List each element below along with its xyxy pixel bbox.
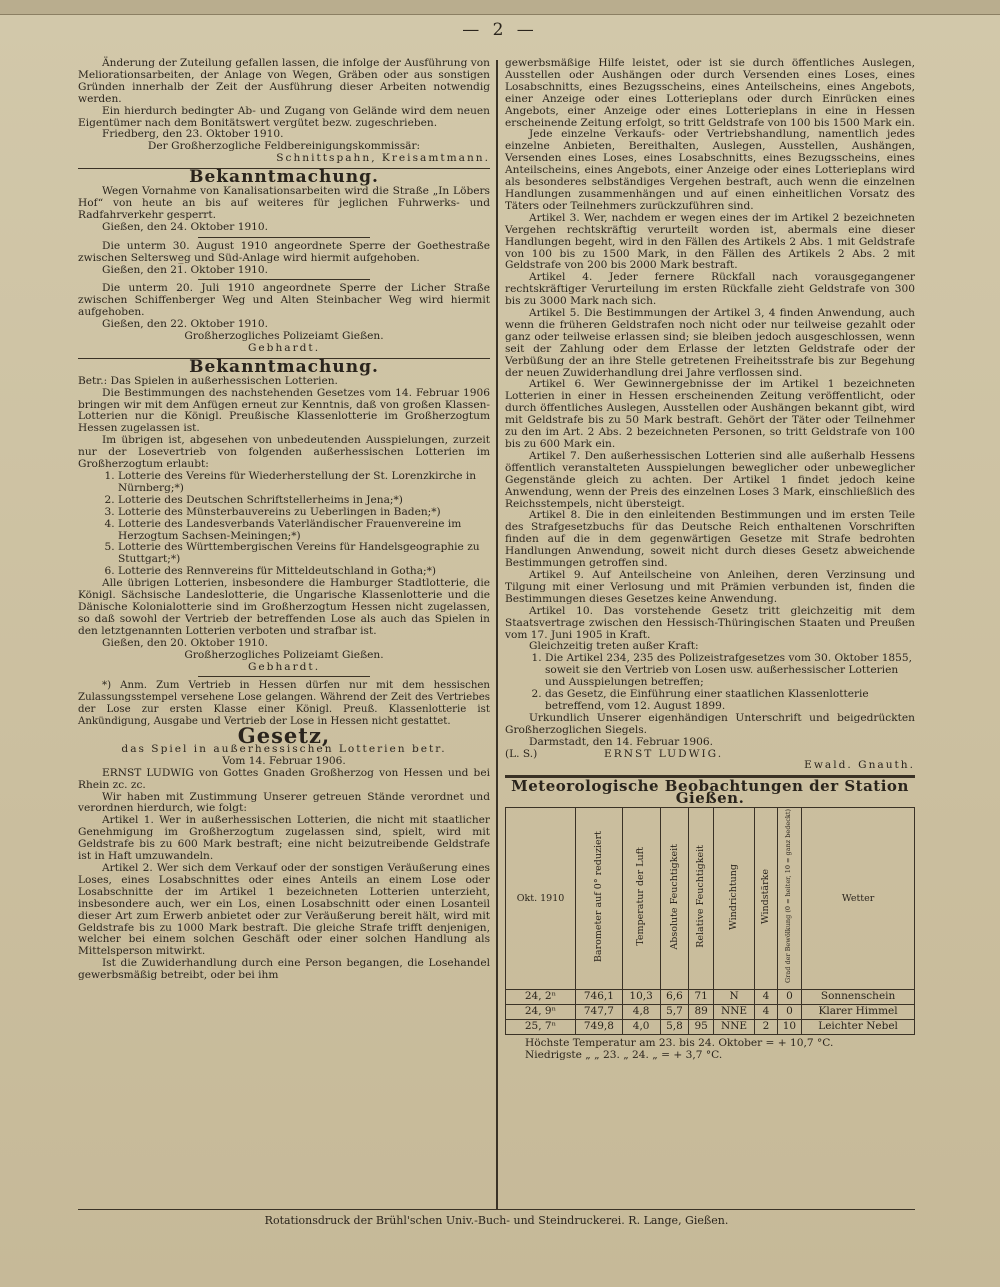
article-7: Artikel 7. Den außerhessischen Lotterien sind alle außerhalb Hessens öffentlich veranstalteten Ausspielungen beweglicher oder unbeweglicher Gegenstände gleich zu achten. Der Artikel 1 findet jedoch keine Anwendung, wenn der Preis des einzelnen Loses 3 Mark, einschließlich des Reichsstempels, nicht übersteigt. xyxy=(505,449,915,510)
page-number: — 2 — xyxy=(462,20,538,40)
table-cell: 25, 7ⁿ xyxy=(506,1019,576,1034)
weather-table-title: Meteorologische Beobachtungen der Station Gießen. xyxy=(511,777,909,808)
table-cell: 749,8 xyxy=(576,1019,623,1034)
table-cell: 89 xyxy=(689,1004,713,1019)
list-item: 6. Lotterie des Rennvereins für Mitteldeutschland in Gotha;*) xyxy=(118,566,490,578)
column-header: Grad der Bewölkung (0 = heiter, 10 = ganz bedeckt) xyxy=(777,808,801,990)
table-row xyxy=(506,990,915,1005)
notice-3-signature-2: Gebhardt. xyxy=(247,341,321,354)
article-1: Artikel 1. Wer in außerhessischen Lotterien, die nicht mit staatlicher Genehmigung im Großherzogtum zugelassen sind, spielt, wird mit Geldstrafe bis zu 600 Mark bestraft; eine nicht beizutreibende Geldstrafe ist in Haft umzuwandeln. xyxy=(78,814,490,863)
column-header: Windrichtung xyxy=(713,808,754,990)
table-cell: Klarer Himmel xyxy=(802,1004,915,1019)
notice-4-signature-2: Gebhardt. xyxy=(247,660,321,673)
min-temperature: Niedrigste „ „ 23. „ 24. „ = + 3,7 °C. xyxy=(525,1048,723,1061)
law-sovereign: ERNST LUDWIG von Gottes Gnaden Großherzog von Hessen und bei Rhein zc. zc. xyxy=(78,766,490,791)
table-cell: 4 xyxy=(755,1004,778,1019)
notice-4-betr: Betr.: Das Spielen in außerhessischen Lotterien. xyxy=(78,374,338,387)
notice-3-signature-1: Großherzogliches Polizeiamt Gießen. xyxy=(184,330,384,343)
intro-signature-1: Der Großherzogliche Feldbereinigungskommissär: xyxy=(147,140,421,153)
law-preamble: Wir haben mit Zustimmung Unserer getreuen Stände verordnet und verordnen hierdurch, wie folgt: xyxy=(78,790,490,815)
list-item: 1. Die Artikel 234, 235 des Polizeistrafgesetzes vom 30. Oktober 1855, soweit sie den Vertrieb von Losen usw. außerhessischer Lotterien und Ausspielungen betreffen; xyxy=(545,653,915,689)
separator xyxy=(198,279,370,280)
law-title: Gesetz, xyxy=(237,723,331,749)
column-header: Barometer auf 0° reduziert xyxy=(576,808,623,990)
notice-4-signature-1: Großherzogliches Polizeiamt Gießen. xyxy=(184,648,384,661)
certification: Urkundlich Unserer eigenhändigen Unterschrift und beigedrückten Großherzoglichen Siegels. xyxy=(505,711,915,736)
table-cell: 10 xyxy=(777,1019,801,1034)
table-cell: 5,8 xyxy=(660,1019,689,1034)
separator xyxy=(198,676,370,677)
table-cell: 24, 9ⁿ xyxy=(506,1004,576,1019)
table-cell: 71 xyxy=(689,990,713,1005)
table-cell: 0 xyxy=(777,990,801,1005)
notice-4-paragraph-2: Im übrigen ist, abgesehen von unbedeutenden Ausspielungen, zurzeit nur der Losevertrieb von folgenden außerhessischen Lotterien im Großherzogtum erlaubt: xyxy=(78,434,490,471)
repealed-list xyxy=(505,653,915,713)
table-cell: 10,3 xyxy=(622,990,660,1005)
notice-2-date: Gießen, den 21. Oktober 1910. xyxy=(102,263,269,276)
law-subtitle: das Spiel in außerhessischen Lotterien betr. xyxy=(121,742,447,755)
list-item: 2. Lotterie des Deutschen Schriftstellerheims in Jena;*) xyxy=(118,495,490,507)
notice-1-title: Bekanntmachung. xyxy=(189,167,379,188)
article-10: Artikel 10. Das vorstehende Gesetz tritt gleichzeitig mit dem Staatsvertrage zwischen den Hessisch-Thüringischen Staaten und Preußen vom 17. Juni 1905 in Kraft. xyxy=(505,604,915,641)
table-cell: Leichter Nebel xyxy=(802,1019,915,1034)
notice-3-date: Gießen, den 22. Oktober 1910. xyxy=(102,318,269,331)
intro-date: Friedberg, den 23. Oktober 1910. xyxy=(102,128,284,141)
column-header: Temperatur der Luft xyxy=(622,808,660,990)
table-cell: Sonnenschein xyxy=(802,990,915,1005)
article-2-continued: Ist die Zuwiderhandlung durch eine Person begangen, die Losehandel gewerbsmäßig betreibt, oder bei ihm xyxy=(78,957,490,982)
right-column xyxy=(505,58,915,1062)
notice-4-title: Bekanntmachung. xyxy=(189,356,379,377)
max-temperature: Höchste Temperatur am 23. bis 24. Oktober = + 10,7 °C. xyxy=(525,1036,834,1049)
notice-4-date: Gießen, den 20. Oktober 1910. xyxy=(102,636,269,649)
table-cell: 24, 2ⁿ xyxy=(506,990,576,1005)
table-cell: 4 xyxy=(755,990,778,1005)
table-cell: 2 xyxy=(755,1019,778,1034)
column-header: Absolute Feuchtigkeit xyxy=(660,808,689,990)
table-cell: 4,0 xyxy=(622,1019,660,1034)
footnote: *) Anm. Zum Vertrieb in Hessen dürfen nur mit dem hessischen Zulassungsstempel versehene Lose gelangen. Während der Zeit des Vertriebes der Lose zur ersten Klasse einer Königl. Preuß. Klassenlotterie ist Ankündigung, Ausgabe und Vertrieb der Lose in Hessen nicht gestattet. xyxy=(78,680,490,728)
notice-2-text: Die unterm 30. August 1910 angeordnete Sperre der Goethestraße zwischen Selterswe̲g und Süd-Anlage wird hiermit aufgehoben. xyxy=(78,239,490,264)
table-cell: NNE xyxy=(713,1004,754,1019)
printer-imprint: Rotationsdruck der Brühl'schen Univ.-Buch- und Steindruckerei. R. Lange, Gießen. xyxy=(78,1209,915,1227)
column-header: Okt. 1910 xyxy=(506,808,576,990)
table-cell: 5,7 xyxy=(660,1004,689,1019)
article-2: Artikel 2. Wer sich dem Verkauf oder der sonstigen Veräußerung eines Loses, eines Losabschnittes oder eines Anteils an einem Lose oder Losabschnitte der im Artikel 1 bezeichneten Lotterien unterzieht, insbesondere auch, wer ein Los, einen Losabschnitt oder einen Losanteil dieser Art zum Erwerb anbietet oder zur Veräußerung bereit hält, wird mit Geldstrafe bis zu 1000 Mark bestraft. Die gleiche Strafe trifft denjenigen, welcher bei einem solchen Geschäft oder einer solchen Handlung als Mittelsperson mitwirkt. xyxy=(78,862,490,958)
table-cell: N xyxy=(713,990,754,1005)
column-header: Relative Feuchtigkeit xyxy=(689,808,713,990)
table-cell: 95 xyxy=(689,1019,713,1034)
grand-duke-signature: ERNST LUDWIG. xyxy=(604,747,724,760)
seal-mark: (L. S.) xyxy=(505,747,538,760)
separator xyxy=(198,237,370,238)
list-item: 2. das Gesetz, die Einführung einer staatlichen Klassenlotterie betreffend, vom 12. August 1899. xyxy=(545,689,915,713)
table-cell: 747,7 xyxy=(576,1004,623,1019)
table-cell: 746,1 xyxy=(576,990,623,1005)
table-cell: 4,8 xyxy=(622,1004,660,1019)
column-header: Windstärke xyxy=(755,808,778,990)
table-cell: NNE xyxy=(713,1019,754,1034)
article-9: Artikel 9. Auf Anteilscheine von Anleihen, deren Verzinsung und Tilgung mit einer Verlosung und mit Prämien verbunden ist, finden die Bestimmungen dieses Gesetzes keine Anwendung. xyxy=(505,568,915,605)
list-item: 5. Lotterie des Württembergischen Vereins für Handelsgeographie zu Stuttgart;*) xyxy=(118,542,490,566)
notice-1-date: Gießen, den 24. Oktober 1910. xyxy=(102,220,269,233)
article-4: Artikel 4. Jeder fernere Rückfall nach vorausgegangener rechtskräftiger Verurteilung im ersten Rückfalle zieht Geldstrafe von 300 bis zu 3000 Mark nach sich. xyxy=(505,271,915,308)
notice-4-paragraph-3: Alle übrigen Lotterien, insbesondere die Hamburger Stadtlotterie, die Königl. Sächsische Landeslotterie, die Ungarische Klassenlotterie und die Dänische Kolonialotterie sind im Großherzogtum Hessen nicht zugelassen, so daß sowohl der Vertrieb der betreffenden Lose als auch das Spielen in den letztgenannten Lotterien verboten und strafbar ist. xyxy=(78,577,490,637)
law-place-date: Darmstadt, den 14. Februar 1906. xyxy=(529,735,713,748)
article-3: Artikel 3. Wer, nachdem er wegen eines der im Artikel 2 bezeichneten Vergehen rechtskräftig verurteilt worden ist, abermals eine dieser Handlungen begeht, wird in den Fällen des Artikels 2 Abs. 1 mit Geldstrafe von 100 bis zu 1500 Mark, in den Fällen des Artikels 2 Abs. 2 mit Geldstrafe von 200 bis 2000 Mark bestraft. xyxy=(505,211,915,272)
column-header: Wetter xyxy=(802,808,915,990)
notice-3-text: Die unterm 20. Juli 1910 angeordnete Sperre der Licher Straße zwischen Schiffenberger Weg und Alten Steinbacher Weg wird hiermit aufgehoben. xyxy=(78,282,490,319)
top-strip xyxy=(0,0,1000,15)
article-10-repeal: Gleichzeitig treten außer Kraft: xyxy=(529,640,699,653)
list-item: 1. Lotterie des Vereins für Wiederherstellung der St. Lorenzkirche in Nürnberg;*) xyxy=(118,471,490,495)
article-2-paragraph: Jede einzelne Verkaufs- oder Vertriebshandlung, namentlich jedes einzelne Anbieten, Bereithalten, Auslegen, Ausstellen, Aushängen, Versenden eines Loses, eines Losabschnitts, eines Bezugsscheins, eines Anteilscheins, eines Angebots, einer Anzeige oder eines Lotterieplans wird als besonderes selbständiges Vergehen bestraft, auch wenn die einzelnen Handlungen zusammenhängen und auf einen einheitlichen Vorsatz des Täters oder Teilnehmers zurückzuführen sind. xyxy=(505,128,915,212)
table-row xyxy=(506,1019,915,1034)
article-5: Artikel 5. Die Bestimmungen der Artikel 3, 4 finden Anwendung, auch wenn die früheren Geldstrafen noch nicht oder nur teilweise gezahlt oder ganz oder teilweise erlassen sind; sie bleiben jedoch ausgeschlossen, wenn seit der Zahlung oder dem Erlasse der letzten Geldstrafe oder der Verbüßung der an ihre Stelle getretenen Freiheitsstrafe bis zur Begehung der neuen Zuwiderhandlung drei Jahre verflossen sind. xyxy=(505,307,915,379)
list-item: 4. Lotterie des Landesverbands Vaterländischer Frauenvereine im Herzogtum Sachsen-Meiningen;*) xyxy=(118,519,490,543)
minister-signature: Ewald. Gnauth. xyxy=(804,759,915,772)
intro-signature-2: Schnittspahn, Kreisamtmann. xyxy=(276,152,490,165)
weather-table xyxy=(505,807,915,1035)
left-column xyxy=(78,58,490,982)
column-divider xyxy=(496,60,498,1210)
notice-1-text: Wegen Vornahme von Kanalisationsarbeiten wird die Straße „In Löbers Hof“ von heute an bis auf weiteres für jeglichen Fuhrwerks- und Radfahrverkehr gesperrt. xyxy=(78,185,490,221)
table-cell: 0 xyxy=(777,1004,801,1019)
article-8: Artikel 8. Die in den einleitenden Bestimmungen und im ersten Teile des Strafgesetzbuchs für das Deutsche Reich enthaltenen Vorschriften finden auf die in dem gegenwärtigen Gesetze mit Strafe bedrohten Handlungen Anwendung, soweit nicht durch dieses Gesetz abweichende Bestimmungen getroffen sind. xyxy=(505,509,915,570)
table-header-row xyxy=(506,808,915,990)
law-date: Vom 14. Februar 1906. xyxy=(222,754,346,767)
intro-paragraph-2: Ein hierdurch bedingter Ab- und Zugang von Gelände wird dem neuen Eigentümer nach dem Bonitätswert vergütet bezw. zugeschrieben. xyxy=(78,104,490,129)
table-cell: 6,6 xyxy=(660,990,689,1005)
article-2-end: gewerbsmäßige Hilfe leistet, oder ist sie durch öffentliches Auslegen, Ausstellen oder Aushängen oder durch Versenden eines Loses, eines Losabschnitts, eines Bezugsscheins, eines Anteilscheins, eines Angebots, einer Anzeige oder eines Lotterieplans oder durch Einrücken eines Angebots, einer Anzeige oder eines Lotterieplans in eine in Hessen erscheinende Zeitung erfolgt, so tritt Geldstrafe von 100 bis 1500 Mark ein. xyxy=(505,57,915,129)
notice-4-paragraph-1: Die Bestimmungen des nachstehenden Gesetzes vom 14. Februar 1906 bringen wir mit dem Anfügen erneut zur Kenntnis, daß von großen Klassen-Lotterien nur die Königl. Preußische Klassenlotterie im Großherzogtum Hessen zugelassen ist. xyxy=(78,386,490,435)
article-6: Artikel 6. Wer Gewinnergebnisse der im Artikel 1 bezeichneten Lotterien in einer in Hessen erscheinenden Zeitung veröffentlicht, oder durch öffentliches Auslegen, Ausstellen oder Aushängen bekannt gibt, wird mit Geldstrafe bis zu 50 Mark bestraft. Gehört der Täter oder Teilnehmer zu den im Art. 2 Abs. 2 bezeichneten Personen, so tritt Geldstrafe von 100 bis zu 600 Mark ein. xyxy=(505,378,915,450)
table-row xyxy=(506,1004,915,1019)
intro-paragraph-1: Änderung der Zuteilung gefallen lassen, die infolge der Ausführung von Meliorationsarbeiten, der Anlage von Wegen, Gräben oder aus sonstigen Gründen innerhalb der Zeit der Ausführung dieser Arbeiten notwendig werden. xyxy=(78,57,490,105)
list-item: 3. Lotterie des Münsterbauvereins zu Ueberlingen in Baden;*) xyxy=(118,507,490,519)
lottery-list xyxy=(78,471,490,578)
